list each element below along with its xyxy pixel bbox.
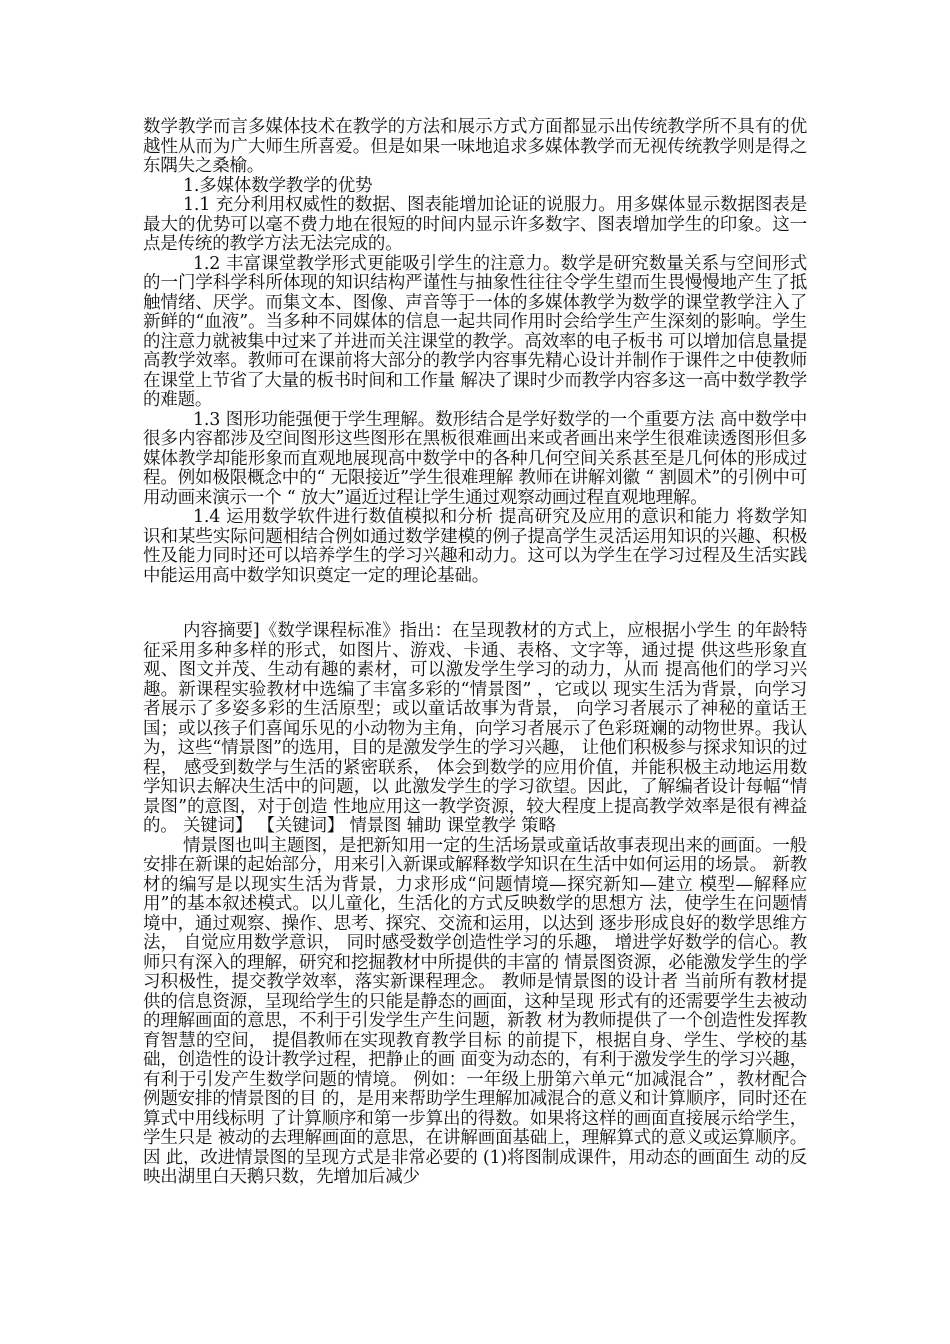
paragraph-1-1: 1.1 充分利用权威性的数据、图表能增加论证的说服力。用多媒体显示数据图表是最大的优势可以毫不费力地在很短的时间内显示许多数字、图表增加学生的印象。这一点是传统的教学方法无法完成的。: [143, 195, 807, 254]
paragraph-1-3: 1.3 图形功能强便于学生理解。数形结合是学好数学的一个重要方法 高中数学中很多内容都涉及空间图形这些图形在黑板很难画出来或者画出来学生很难读透图形但多媒体教学却能形象而直观地展现高中数学中的各种几何空间关系甚至是几何体的形成过程。例如极限概念中的“ 无限接近”学生很难理解 教师在讲解刘徽 “ 割圆术”的引例中可用动画来演示一个 “ 放大”逼近过程让学生通过观察动画过程直观地理解。: [143, 409, 807, 508]
section-multimedia-advantages: [143, 118, 807, 586]
abstract-paragraph: 内容摘要]《数学课程标准》指出：在呈现教材的方式上，应根据小学生 的年龄特征采用多种多样的形式，如图片、游戏、卡通、表格、文字等，通过提 供这些形象直观、图文并茂、生动有趣的素材，可以激发学生学习的动力，从而 提高他们的学习兴趣。新课程实验教材中选编了丰富多彩的“情景图” ，它或以 现实生活为背景，向学习者展示了多姿多彩的生活原型；或以童话故事为背景， 向学习者展示了神秘的童话王国；或以孩子们喜闻乐见的小动物为主角，向学习者展示了色彩斑斓的动物世界。我认为，这些“情景图”的选用，目的是激发学生的学习兴趣， 让他们积极参与探求知识的过程， 感受到数学与生活的紧密联系， 体会到数学的应用价值，并能积极主动地运用数学知识去解决生活中的问题，以 此激发学生的学习欲望。因此，了解编者设计每幅“情景图”的意图，对于创造 性地应用这一教学资源，较大程度上提高教学效率是很有裨益的。 关键词】 【关键词】 情景图 辅助 课堂教学 策略: [143, 621, 807, 836]
intro-paragraph: 数学教学而言多媒体技术在教学的方法和展示方式方面都显示出传统教学所不具有的优越性从而为广大师生所喜爱。但是如果一味地追求多媒体教学而无视传统教学则是得之东隅失之桑榆。: [143, 117, 807, 176]
paragraph-1-4: 1.4 运用数学软件进行数值模拟和分析 提高研究及应用的意识和能力 将数学知识和某些实际问题相结合例如通过数学建模的例子提高学生灵活运用知识的兴趣、积极性及能力同时还可以培养学生的学习兴趣和动力。这可以为学生在学习过程及生活实践中能运用高中数学知识奠定一定的理论基础。: [143, 507, 807, 586]
heading-multimedia-advantages: 1.多媒体数学教学的优势: [183, 175, 373, 196]
body-paragraph-scene-images: 情景图也叫主题图，是把新知用一定的生活场景或童话故事表现出来的画面。一般安排在新课的起始部分，用来引入新课或解释数学知识在生活中如何运用的场景。 新教材的编写是以现实生活为背景，力求形成“问题情境—探究新知—建立 模型—解释应用”的基本叙述模式。以儿童化，生活化的方式反映数学的思想方 法，使学生在问题情境中，通过观察、操作、思考、探究、交流和运用，以达到 逐步形成良好的数学思维方法， 自觉应用数学意识， 同时感受数学创造性学习的乐趣， 增进学好数学的信心。教师只有深入的理解，研究和挖掘教材中所提供的丰富的 情景图资源，必能激发学生的学习积极性，提交教学效率，落实新课程理念。 教师是情景图的设计者 当前所有教材提供的信息资源，呈现给学生的只能是静态的画面，这种呈现 形式有的还需要学生去被动的理解画面的意思，不利于引发学生产生问题，新教 材为教师提供了一个创造性发挥教育智慧的空间， 提倡教师在实现教育教学目标 的前提下，根据自身、学生、学校的基础，创造性的设计教学过程，把静止的画 面变为动态的，有利于激发学生的学习兴趣，有利于引发产生数学问题的情境。 例如：一年级上册第六单元“加减混合” ，教材配合例题安排的情景图的目 的，是用来帮助学生理解加减混合的意义和计算顺序，同时还在算式中用线标明 了计算顺序和第一步算出的得数。如果将这样的画面直接展示给学生，学生只是 被动的去理解画面的意思，在讲解画面基础上，理解算式的意义或运算顺序。因 此，改进情景图的呈现方式是非常必要的 (1)将图制成课件，用动态的画面生 动的反映出湖里白天鹅只数，先增加后减少: [143, 835, 807, 1187]
section-abstract: [143, 622, 807, 1188]
paragraph-1-2: 1.2 丰富课堂教学形式更能吸引学生的注意力。数学是研究数量关系与空间形式的一门学科学科所体现的知识结构严谨性与抽象性往往令学生望而生畏慢慢地产生了抵触情绪、厌学。而集文本、图像、声音等于一体的多媒体教学为数学的课堂教学注入了新鲜的“血液”。当多种不同媒体的信息一起共同作用时会给学生产生深刻的影响。学生的注意力就被集中过来了并进而关注课堂的教学。高效率的电子板书 可以增加信息量提高教学效率。教师可在课前将大部分的教学内容事先精心设计并制作于课件之中使教师在课堂上节省了大量的板书时间和工作量 解决了课时少而教学内容多这一高中数学教学的难题。: [143, 253, 807, 410]
document-page: [143, 118, 807, 1188]
section-gap: [143, 586, 807, 622]
